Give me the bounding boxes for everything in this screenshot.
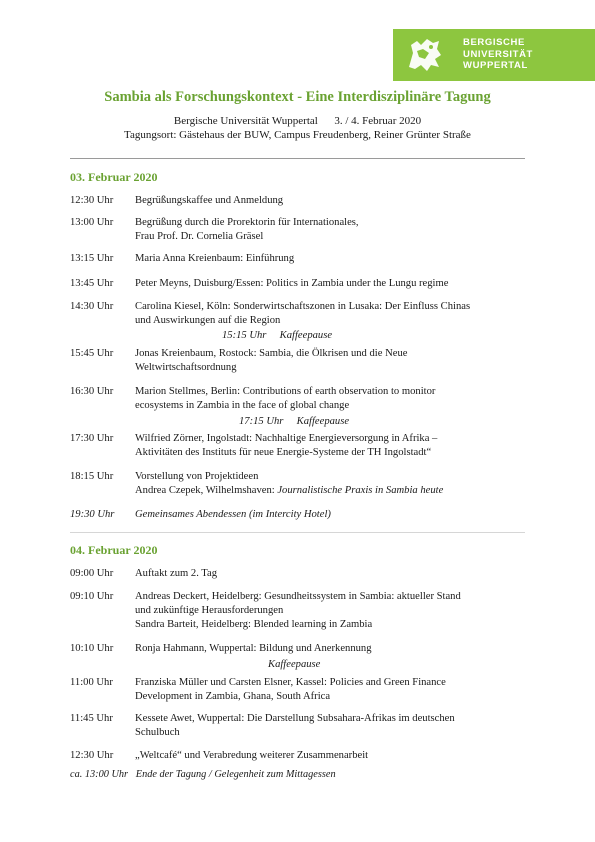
row-description: Andreas Deckert, Heidelberg: Gesundheitssystem in Sambia: aktueller Stand und zukünftige Herausforderungen Sandra Barteit, Heidelberg: Blended learning in Zambia	[135, 591, 461, 630]
coffee-break: Kaffeepause	[268, 659, 321, 670]
row-description: Ronja Hahmann, Wuppertal: Bildung und Anerkennung	[135, 643, 372, 654]
day1-heading: 03. Februar 2020	[70, 170, 158, 184]
row-time: 14:30 Uhr	[70, 301, 114, 312]
page-title: Sambia als Forschungskontext - Eine Interdisziplinäre Tagung	[104, 89, 491, 105]
day2-heading: 04. Februar 2020	[70, 543, 158, 557]
row-time: 13:15 Uhr	[70, 253, 114, 264]
row-description: Maria Anna Kreienbaum: Einführung	[135, 253, 295, 264]
row-time: 09:00 Uhr	[70, 568, 114, 579]
row-time: 19:30 Uhr	[70, 509, 115, 520]
logo-text: BERGISCHE UNIVERSITÄT WUPPERTAL	[463, 37, 533, 71]
row-description: Carolina Kiesel, Köln: Sonderwirtschaftszonen in Lusaka: Der Einfluss Chinas und Auswirkungen auf die Region	[135, 301, 471, 326]
day-divider	[70, 532, 525, 533]
row-description: Peter Meyns, Duisburg/Essen: Politics in Zambia under the Lungu regime	[135, 278, 449, 289]
row-description: Wilfried Zörner, Ingolstadt: Nachhaltige Energieversorgung in Afrika – Aktivitäten des Instituts für neue Energie-Systeme der TH Ingolstadt“	[135, 433, 438, 458]
lion-emblem-icon	[403, 33, 447, 77]
row-time: 16:30 Uhr	[70, 386, 114, 397]
university-logo	[393, 29, 595, 81]
row-time: 13:45 Uhr	[70, 278, 114, 289]
row-time: 11:00 Uhr	[70, 677, 113, 688]
row-description: Jonas Kreienbaum, Rostock: Sambia, die Ölkrisen und die Neue Weltwirtschaftsordnung	[135, 348, 408, 373]
row-time: 12:30 Uhr	[70, 750, 114, 761]
row-description: Kessete Awet, Wuppertal: Die Darstellung Subsahara-Afrikas im deutschen Schulbuch	[135, 713, 455, 738]
row-time: 12:30 Uhr	[70, 195, 114, 206]
row-description: Franziska Müller und Carsten Elsner, Kassel: Policies and Green Finance Development in Zambia, Ghana, South Africa	[135, 677, 446, 702]
end-of-conference: ca. 13:00 Uhr Ende der Tagung / Gelegenheit zum Mittagessen	[70, 769, 336, 780]
row-time: 17:30 Uhr	[70, 433, 114, 444]
row-description: Auftakt zum 2. Tag	[135, 568, 218, 579]
row-description: Marion Stellmes, Berlin: Contributions of earth observation to monitor ecosystems in Zambia in the face of global change	[135, 386, 436, 411]
header-divider	[70, 158, 525, 159]
row-description: Vorstellung von Projektideen Andrea Czepek, Wilhelmshaven: Journalistische Praxis in Sambia heute	[135, 471, 444, 496]
row-time: 10:10 Uhr	[70, 643, 114, 654]
coffee-break: 15:15 Uhr Kaffeepause	[222, 330, 333, 341]
venue-date-line: Bergische Universität Wuppertal 3. / 4. Februar 2020	[173, 115, 422, 127]
row-time: 18:15 Uhr	[70, 471, 114, 482]
row-time: 15:45 Uhr	[70, 348, 114, 359]
row-description: Gemeinsames Abendessen (im Intercity Hotel)	[135, 509, 331, 520]
venue-location-line: Tagungsort: Gästehaus der BUW, Campus Freudenberg, Reiner Grünter Straße	[124, 129, 471, 141]
row-time: 11:45 Uhr	[70, 713, 113, 724]
row-time: 09:10 Uhr	[70, 591, 114, 602]
row-description: Begrüßung durch die Prorektorin für Internationales, Frau Prof. Dr. Cornelia Gräsel	[135, 217, 359, 242]
row-description: Begrüßungskaffee und Anmeldung	[135, 195, 284, 206]
coffee-break: 17:15 Uhr Kaffeepause	[239, 416, 350, 427]
row-description: „Weltcafé“ und Verabredung weiterer Zusammenarbeit	[135, 750, 369, 761]
row-time: 13:00 Uhr	[70, 217, 114, 228]
